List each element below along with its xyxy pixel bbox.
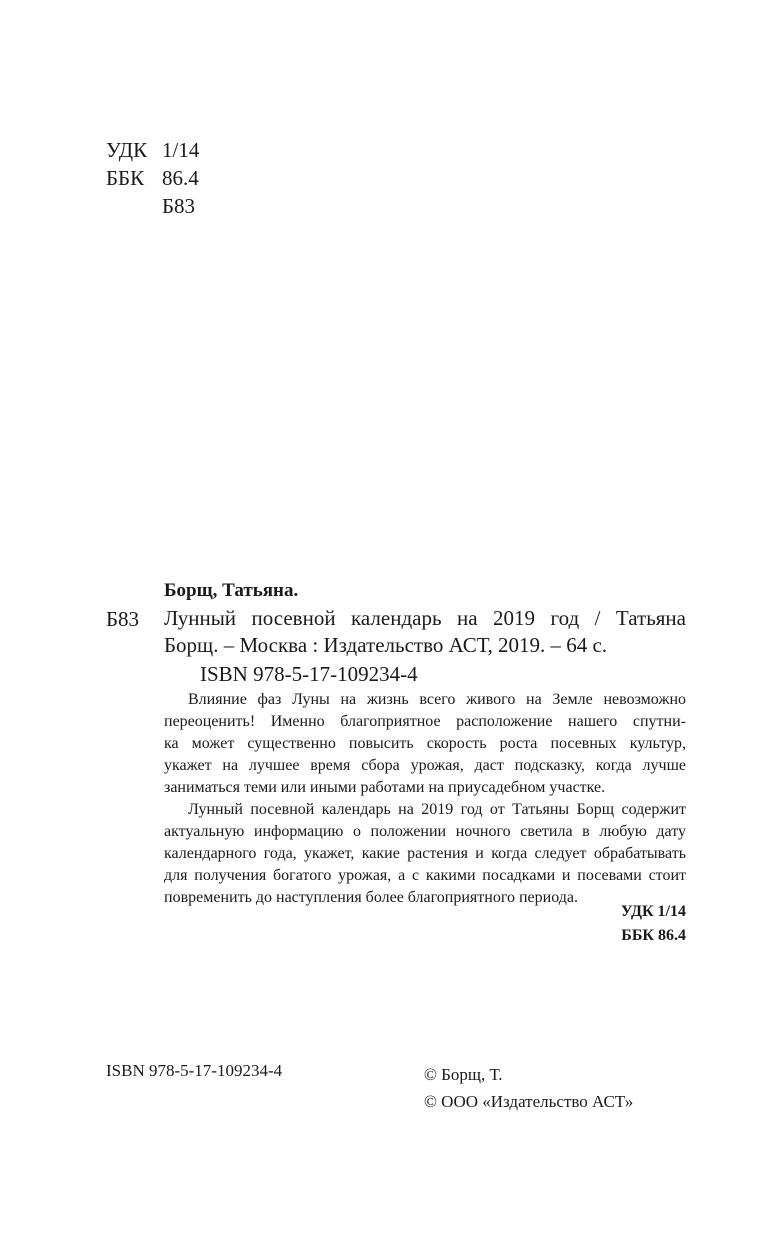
footer-isbn: ISBN 978-5-17-109234-4	[106, 1061, 283, 1080]
annotation-line: Влияние фаз Луны на жизнь всего живого на Земле невозможно	[188, 691, 686, 708]
annotation-line: календарного года, укажет, какие растения и когда следует обрабатывать	[164, 845, 686, 862]
record-isbn: ISBN 978-5-17-109234-4	[200, 662, 418, 686]
classification-footer	[621, 900, 686, 948]
author-mark: Б83	[162, 194, 196, 218]
record-author-mark: Б83	[106, 607, 140, 631]
bibliographic-description	[164, 605, 686, 659]
bbk-value: 86.4	[162, 166, 199, 190]
udk-label: УДК	[106, 138, 148, 162]
udk-row	[106, 136, 199, 164]
bbk-row	[106, 164, 199, 192]
bbk-label: ББК	[106, 166, 145, 190]
udk-value: 1/14	[162, 138, 200, 162]
bbk-footer: ББК 86.4	[621, 927, 686, 944]
author-heading: Борщ, Татьяна.	[164, 580, 299, 601]
annotation-line: ка может существенно повысить скорость роста посевных культур,	[164, 735, 686, 752]
title-line: Лунный посевной календарь на 2019 год / Татьяна	[164, 606, 686, 630]
annotation-line: для получения богатого урожая, а с какими посадками и посевами стоит	[164, 867, 686, 884]
author-mark-row	[106, 192, 199, 220]
annotation-line: переоценить! Именно благоприятное расположение нашего спутни-	[164, 713, 686, 730]
copyright-publisher: © ООО «Издательство АСТ»	[424, 1092, 634, 1111]
annotation-line: актуальную информацию о положении ночного светила в любую дату	[164, 823, 686, 840]
annotation-line: укажет на лучшее время сбора урожая, даст подсказку, когда лучше	[164, 757, 686, 774]
copyright-author: © Борщ, Т.	[424, 1065, 503, 1084]
copyright-block	[424, 1061, 633, 1115]
annotation-line: повременить до наступления более благоприятного периода.	[164, 889, 578, 906]
classification-block	[106, 136, 199, 220]
annotation-line: заниматься теми или иными работами на приусадебном участке.	[164, 779, 606, 796]
annotation	[164, 689, 686, 909]
title-line: Борщ. – Москва : Издательство АСТ, 2019. – 64 с.	[164, 633, 608, 657]
udk-footer: УДК 1/14	[620, 903, 686, 920]
annotation-line: Лунный посевной календарь на 2019 год от Татьяны Борщ содержит	[188, 801, 686, 818]
